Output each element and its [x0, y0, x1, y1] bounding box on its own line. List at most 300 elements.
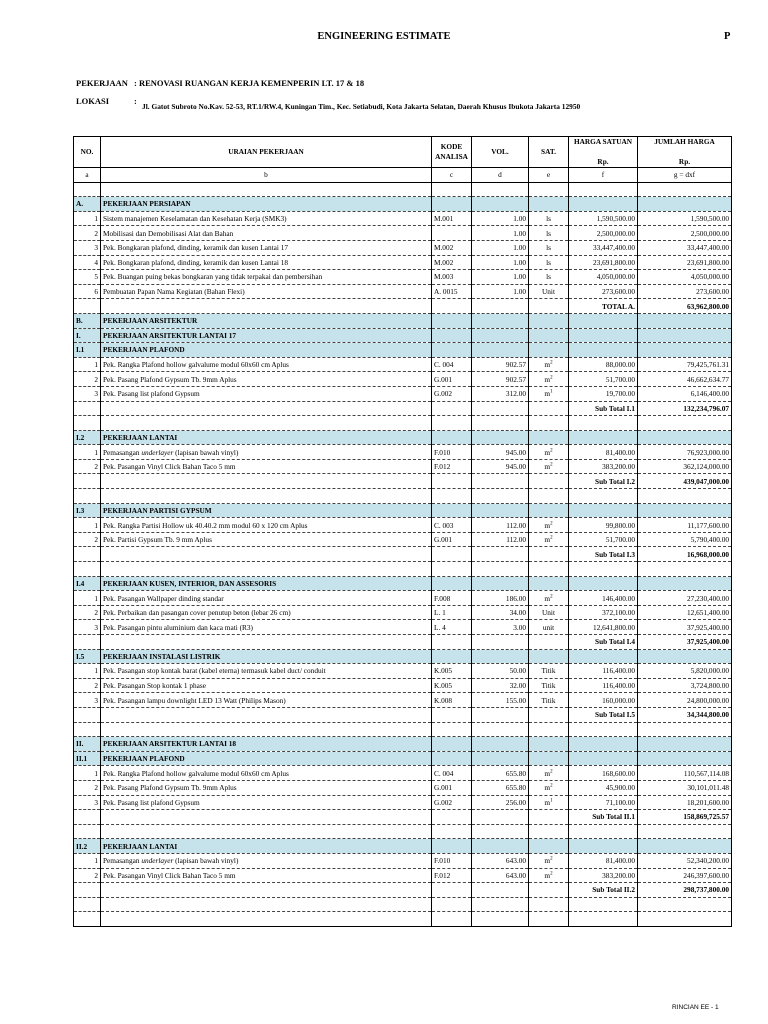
subtotal-row: [74, 299, 732, 314]
empty-cell: [74, 547, 101, 562]
subtotal-row: [74, 547, 732, 562]
item-unit-price: 19,700.00: [569, 386, 638, 401]
item-number: 2: [74, 226, 101, 241]
col-jumlah-header: [638, 137, 732, 168]
empty-cell: [101, 722, 432, 737]
empty-cell: [569, 182, 638, 197]
section-row: [74, 576, 732, 591]
empty-cell: [569, 562, 638, 577]
item-number: 2: [74, 678, 101, 693]
page-footer: RINCIAN EE - 1: [672, 1004, 719, 1011]
item-unit: Unit: [529, 284, 569, 299]
col-harga-header: [569, 137, 638, 168]
item-kode: M.002: [432, 255, 472, 270]
item-unit: [529, 518, 569, 533]
unit-base: m: [544, 593, 551, 603]
section-number: I.: [74, 328, 101, 343]
empty-cell: [101, 416, 432, 431]
item-unit: Titik: [529, 693, 569, 708]
subtotal-label: Sub Total II.1: [569, 810, 638, 825]
subtotal-row: [74, 635, 732, 650]
table-row: [74, 591, 732, 606]
table-row: [74, 357, 732, 372]
item-description: Pek. Pasang list plafond Gypsum: [101, 795, 432, 810]
empty-cell: [529, 635, 569, 650]
empty-cell: [432, 897, 472, 912]
item-unit-price: 383,200.00: [569, 459, 638, 474]
item-unit-price: 116,400.00: [569, 664, 638, 679]
empty-cell: [74, 562, 101, 577]
empty-cell: [529, 707, 569, 722]
letter-a: a: [74, 168, 101, 183]
item-volume: 3.00: [472, 620, 529, 635]
empty-cell: [472, 416, 529, 431]
table-row: [74, 445, 732, 460]
empty-cell: [638, 430, 732, 445]
unit-exponent: 2: [550, 871, 553, 877]
letter-b: b: [101, 168, 432, 183]
table-row: [74, 240, 732, 255]
item-volume: 112.00: [472, 532, 529, 547]
item-kode: C. 003: [432, 518, 472, 533]
item-unit: [529, 357, 569, 372]
letter-f: f: [569, 168, 638, 183]
empty-cell: [529, 824, 569, 839]
page-corner-label: P: [724, 31, 731, 42]
col-harga-line1: HARGA SATUAN: [573, 137, 633, 146]
empty-cell: [74, 635, 101, 650]
unit-base: m: [544, 768, 551, 778]
empty-cell: [638, 562, 732, 577]
table-row: [74, 211, 732, 226]
empty-cell: [638, 416, 732, 431]
table-row: [74, 780, 732, 795]
section-title: PEKERJAAN LANTAI: [101, 839, 432, 854]
empty-cell: [472, 912, 529, 927]
section-title: PEKERJAAN ARSITEKTUR LANTAI 18: [101, 737, 432, 752]
empty-cell: [529, 547, 569, 562]
item-description: Pek. Buangan puing bekas bongkaran yang tidak terpakai dan pembersihan: [101, 270, 432, 285]
empty-cell: [74, 810, 101, 825]
unit-base: m: [544, 360, 551, 370]
empty-cell: [569, 751, 638, 766]
empty-cell: [529, 503, 569, 518]
unit-exponent: 2: [550, 856, 553, 862]
item-description-italic: underlayer: [141, 856, 174, 866]
empty-cell: [529, 722, 569, 737]
table-row: [74, 605, 732, 620]
item-unit-price: 372,100.00: [569, 605, 638, 620]
item-unit-price: 51,700.00: [569, 532, 638, 547]
item-number: 4: [74, 255, 101, 270]
unit-base: m: [544, 389, 551, 399]
empty-cell: [569, 328, 638, 343]
col-harga-line2: Rp.: [597, 157, 609, 166]
letter-d: d: [472, 168, 529, 183]
table-row: [74, 255, 732, 270]
item-unit-price: 23,691,800.00: [569, 255, 638, 270]
item-description: Pek. Rangka Plafond hollow galvalume modul 60x60 cm Aplus: [101, 357, 432, 372]
item-description: Pek. Pasang Plafond Gypsum Tb. 9mm Aplus: [101, 372, 432, 387]
letter-e: e: [529, 168, 569, 183]
item-unit: ls: [529, 270, 569, 285]
item-total: 79,425,761.31: [638, 357, 732, 372]
empty-cell: [569, 343, 638, 358]
header-row: [74, 137, 732, 168]
item-number: 2: [74, 605, 101, 620]
empty-cell: [472, 430, 529, 445]
item-volume: 1.00: [472, 255, 529, 270]
subtotal-row: [74, 810, 732, 825]
subtotal-value: 34,344,800.00: [638, 707, 732, 722]
empty-cell: [569, 576, 638, 591]
item-description: Pek. Rangka Plafond hollow galvalume modul 60x60 cm Aplus: [101, 766, 432, 781]
empty-cell: [432, 328, 472, 343]
section-row: [74, 313, 732, 328]
subtotal-value: 16,968,000.00: [638, 547, 732, 562]
empty-cell: [472, 299, 529, 314]
item-total: 246,397,600.00: [638, 868, 732, 883]
item-total: 362,124,000.00: [638, 459, 732, 474]
item-volume: 112.00: [472, 518, 529, 533]
empty-cell: [472, 474, 529, 489]
item-kode: [432, 226, 472, 241]
empty-cell: [432, 489, 472, 504]
item-description: Pek. Rangka Partisi Hollow uk 40.40.2 mm modul 60 x 120 cm Aplus: [101, 518, 432, 533]
section-row: [74, 839, 732, 854]
item-volume: 1.00: [472, 270, 529, 285]
item-kode: F.012: [432, 459, 472, 474]
empty-cell: [569, 722, 638, 737]
item-volume: 1.00: [472, 211, 529, 226]
section-number: I.4: [74, 576, 101, 591]
table-row: [74, 270, 732, 285]
item-number: 2: [74, 780, 101, 795]
lokasi-label: LOKASI: [76, 96, 110, 106]
item-description: Pek. Perbaikan dan pasangan cover penutup beton (lebar 26 cm): [101, 605, 432, 620]
blank-row: [74, 824, 732, 839]
item-unit-price: 2,500,000.00: [569, 226, 638, 241]
empty-cell: [638, 737, 732, 752]
item-total: 110,567,114.08: [638, 766, 732, 781]
empty-cell: [569, 503, 638, 518]
empty-cell: [569, 197, 638, 212]
empty-cell: [529, 299, 569, 314]
subtotal-value: 132,234,796.07: [638, 401, 732, 416]
empty-cell: [472, 401, 529, 416]
item-description-post: (lapisan bawah vinyl): [173, 447, 239, 457]
empty-cell: [472, 649, 529, 664]
subtotal-label: Sub Total II.2: [569, 883, 638, 898]
section-row: [74, 503, 732, 518]
item-unit-price: 160,000.00: [569, 693, 638, 708]
item-unit: [529, 386, 569, 401]
col-kode-line1: KODE: [440, 142, 463, 151]
empty-cell: [432, 649, 472, 664]
blank-row: [74, 912, 732, 927]
item-total: 6,146,400.00: [638, 386, 732, 401]
table-row: [74, 766, 732, 781]
table-row: [74, 664, 732, 679]
subtotal-value: 63,962,800.00: [638, 299, 732, 314]
section-row: [74, 751, 732, 766]
empty-cell: [529, 562, 569, 577]
item-description: Pek. Pasangan Vinyl Click Bahan Taco 5 mm: [101, 459, 432, 474]
item-description: Pek. Pasang Plafond Gypsum Tb. 9mm Aplus: [101, 780, 432, 795]
item-description: Pek. Pasangan Vinyl Click Bahan Taco 5 mm: [101, 868, 432, 883]
item-volume: 643.00: [472, 853, 529, 868]
empty-cell: [529, 416, 569, 431]
item-kode: K.005: [432, 664, 472, 679]
unit-base: m: [544, 856, 551, 866]
item-unit: Unit: [529, 605, 569, 620]
item-total: 4,050,000.00: [638, 270, 732, 285]
empty-cell: [101, 824, 432, 839]
empty-cell: [638, 649, 732, 664]
empty-cell: [74, 883, 101, 898]
item-unit: unit: [529, 620, 569, 635]
item-number: 1: [74, 518, 101, 533]
subtotal-label: Sub Total I.3: [569, 547, 638, 562]
item-number: 2: [74, 532, 101, 547]
unit-exponent: 2: [550, 594, 553, 600]
empty-cell: [638, 313, 732, 328]
empty-cell: [472, 824, 529, 839]
item-unit: [529, 372, 569, 387]
empty-cell: [472, 562, 529, 577]
empty-cell: [101, 635, 432, 650]
empty-cell: [638, 751, 732, 766]
empty-cell: [432, 299, 472, 314]
item-description: Pek. Pasangan Stop kontak 1 phase: [101, 678, 432, 693]
empty-cell: [472, 197, 529, 212]
item-volume: 1.00: [472, 284, 529, 299]
section-title: PEKERJAAN PLAFOND: [101, 343, 432, 358]
empty-cell: [569, 912, 638, 927]
section-row: [74, 430, 732, 445]
item-kode: M.002: [432, 240, 472, 255]
item-unit: [529, 591, 569, 606]
empty-cell: [432, 912, 472, 927]
item-unit-price: 146,400.00: [569, 591, 638, 606]
section-number: II.2: [74, 839, 101, 854]
item-number: 3: [74, 240, 101, 255]
empty-cell: [529, 810, 569, 825]
item-description: Pek. Bongkaran plafond, dinding, keramik dan kusen Lantai 17: [101, 240, 432, 255]
col-kode-header: [432, 137, 472, 168]
empty-cell: [432, 430, 472, 445]
item-volume: 32.00: [472, 678, 529, 693]
empty-cell: [529, 576, 569, 591]
empty-cell: [472, 328, 529, 343]
section-row: [74, 649, 732, 664]
page-title: ENGINEERING ESTIMATE: [317, 31, 451, 42]
item-unit-price: 33,447,400.00: [569, 240, 638, 255]
unit-base: m: [544, 797, 551, 807]
empty-cell: [74, 912, 101, 927]
unit-base: m: [544, 783, 551, 793]
item-unit-price: 116,400.00: [569, 678, 638, 693]
item-volume: 902.57: [472, 357, 529, 372]
item-kode: M.001: [432, 211, 472, 226]
empty-cell: [432, 313, 472, 328]
item-description: Pek. Bongkaran plafond, dinding, keramik dan kusen Lantai 18: [101, 255, 432, 270]
table-row: [74, 678, 732, 693]
empty-cell: [569, 416, 638, 431]
unit-base: m: [544, 447, 551, 457]
item-total: 27,230,400.00: [638, 591, 732, 606]
item-unit-price: 383,200.00: [569, 868, 638, 883]
section-title: PEKERJAAN PLAFOND: [101, 751, 432, 766]
unit-exponent: 2: [550, 375, 553, 381]
estimate-table: [73, 136, 732, 927]
item-total: 23,691,800.00: [638, 255, 732, 270]
item-total: 2,500,000.00: [638, 226, 732, 241]
section-number: II.1: [74, 751, 101, 766]
item-number: 1: [74, 664, 101, 679]
item-kode: F.010: [432, 445, 472, 460]
empty-cell: [432, 824, 472, 839]
item-unit-price: 168,600.00: [569, 766, 638, 781]
item-kode: G.001: [432, 372, 472, 387]
empty-cell: [638, 182, 732, 197]
col-kode-line2: ANALISA: [435, 152, 468, 161]
section-number: I.1: [74, 343, 101, 358]
item-volume: 312.00: [472, 386, 529, 401]
item-volume: 945.00: [472, 445, 529, 460]
table-row: [74, 795, 732, 810]
empty-cell: [74, 897, 101, 912]
empty-cell: [638, 897, 732, 912]
empty-cell: [74, 182, 101, 197]
pekerjaan-label: PEKERJAAN: [76, 78, 128, 88]
item-unit-price: 12,641,800.00: [569, 620, 638, 635]
empty-cell: [74, 707, 101, 722]
item-description: Pembuatan Papan Nama Kegiatan (Bahan Flexi): [101, 284, 432, 299]
empty-cell: [638, 576, 732, 591]
section-number: A.: [74, 197, 101, 212]
empty-cell: [432, 503, 472, 518]
empty-cell: [638, 197, 732, 212]
empty-cell: [569, 824, 638, 839]
blank-row: [74, 182, 732, 197]
item-total: 30,101,011.48: [638, 780, 732, 795]
empty-cell: [529, 313, 569, 328]
item-kode: A. 0015: [432, 284, 472, 299]
unit-exponent: 1: [550, 798, 553, 804]
empty-cell: [569, 313, 638, 328]
empty-cell: [432, 883, 472, 898]
item-volume: 655.80: [472, 766, 529, 781]
table-row: [74, 853, 732, 868]
item-kode: F.010: [432, 853, 472, 868]
unit-exponent: 2: [550, 462, 553, 468]
item-volume: 34.00: [472, 605, 529, 620]
item-kode: G.001: [432, 780, 472, 795]
item-total: 18,201,600.00: [638, 795, 732, 810]
item-unit-price: 273,600.00: [569, 284, 638, 299]
empty-cell: [101, 897, 432, 912]
item-unit: ls: [529, 255, 569, 270]
unit-exponent: 2: [550, 535, 553, 541]
empty-cell: [569, 897, 638, 912]
empty-cell: [472, 737, 529, 752]
section-title: PEKERJAAN PARTISI GYPSUM: [101, 503, 432, 518]
table-row: [74, 372, 732, 387]
item-description: Mobilisasi dan Demobilisasi Alat dan Bahan: [101, 226, 432, 241]
item-number: 1: [74, 211, 101, 226]
item-total: 12,651,400.00: [638, 605, 732, 620]
item-unit-price: 71,100.00: [569, 795, 638, 810]
item-unit-price: 1,590,500.00: [569, 211, 638, 226]
col-jumlah-line1: JUMLAH HARGA: [654, 137, 715, 146]
item-number: 5: [74, 270, 101, 285]
section-row: [74, 328, 732, 343]
subtotal-row: [74, 401, 732, 416]
empty-cell: [472, 343, 529, 358]
item-description-pre: Pemasangan: [103, 447, 142, 457]
item-number: 6: [74, 284, 101, 299]
empty-cell: [432, 562, 472, 577]
letter-row: [74, 168, 732, 183]
empty-cell: [529, 897, 569, 912]
empty-cell: [569, 737, 638, 752]
empty-cell: [638, 503, 732, 518]
table-row: [74, 620, 732, 635]
unit-exponent: 2: [550, 360, 553, 366]
section-number: I.2: [74, 430, 101, 445]
empty-cell: [529, 839, 569, 854]
item-kode: L. 1: [432, 605, 472, 620]
subtotal-label: TOTAL A.: [569, 299, 638, 314]
empty-cell: [74, 722, 101, 737]
item-total: 46,662,634.77: [638, 372, 732, 387]
item-total: 1,590,500.00: [638, 211, 732, 226]
item-volume: 902.57: [472, 372, 529, 387]
item-total: 273,600.00: [638, 284, 732, 299]
item-volume: 256.00: [472, 795, 529, 810]
empty-cell: [529, 883, 569, 898]
item-description: Pek. Pasangan Wallpaper dinding standar: [101, 591, 432, 606]
item-volume: 643.00: [472, 868, 529, 883]
item-unit-price: 45,900.00: [569, 780, 638, 795]
table-row: [74, 284, 732, 299]
col-vol-header: VOL.: [472, 137, 529, 168]
item-unit-price: 99,800.00: [569, 518, 638, 533]
subtotal-value: 37,925,400.00: [638, 635, 732, 650]
empty-cell: [529, 737, 569, 752]
lokasi-colon: :: [134, 96, 137, 106]
empty-cell: [529, 430, 569, 445]
empty-cell: [638, 489, 732, 504]
empty-cell: [529, 328, 569, 343]
empty-cell: [569, 839, 638, 854]
subtotal-label: Sub Total I.4: [569, 635, 638, 650]
empty-cell: [101, 912, 432, 927]
item-kode: G.001: [432, 532, 472, 547]
item-kode: F.012: [432, 868, 472, 883]
unit-base: m: [544, 870, 551, 880]
empty-cell: [101, 883, 432, 898]
item-volume: 945.00: [472, 459, 529, 474]
unit-exponent: 2: [550, 769, 553, 775]
item-volume: 155.00: [472, 693, 529, 708]
table-row: [74, 386, 732, 401]
unit-exponent: 2: [550, 783, 553, 789]
empty-cell: [529, 343, 569, 358]
pekerjaan-value: : RENOVASI RUANGAN KERJA KEMENPERIN LT. 17 & 18: [134, 78, 365, 88]
subtotal-row: [74, 883, 732, 898]
